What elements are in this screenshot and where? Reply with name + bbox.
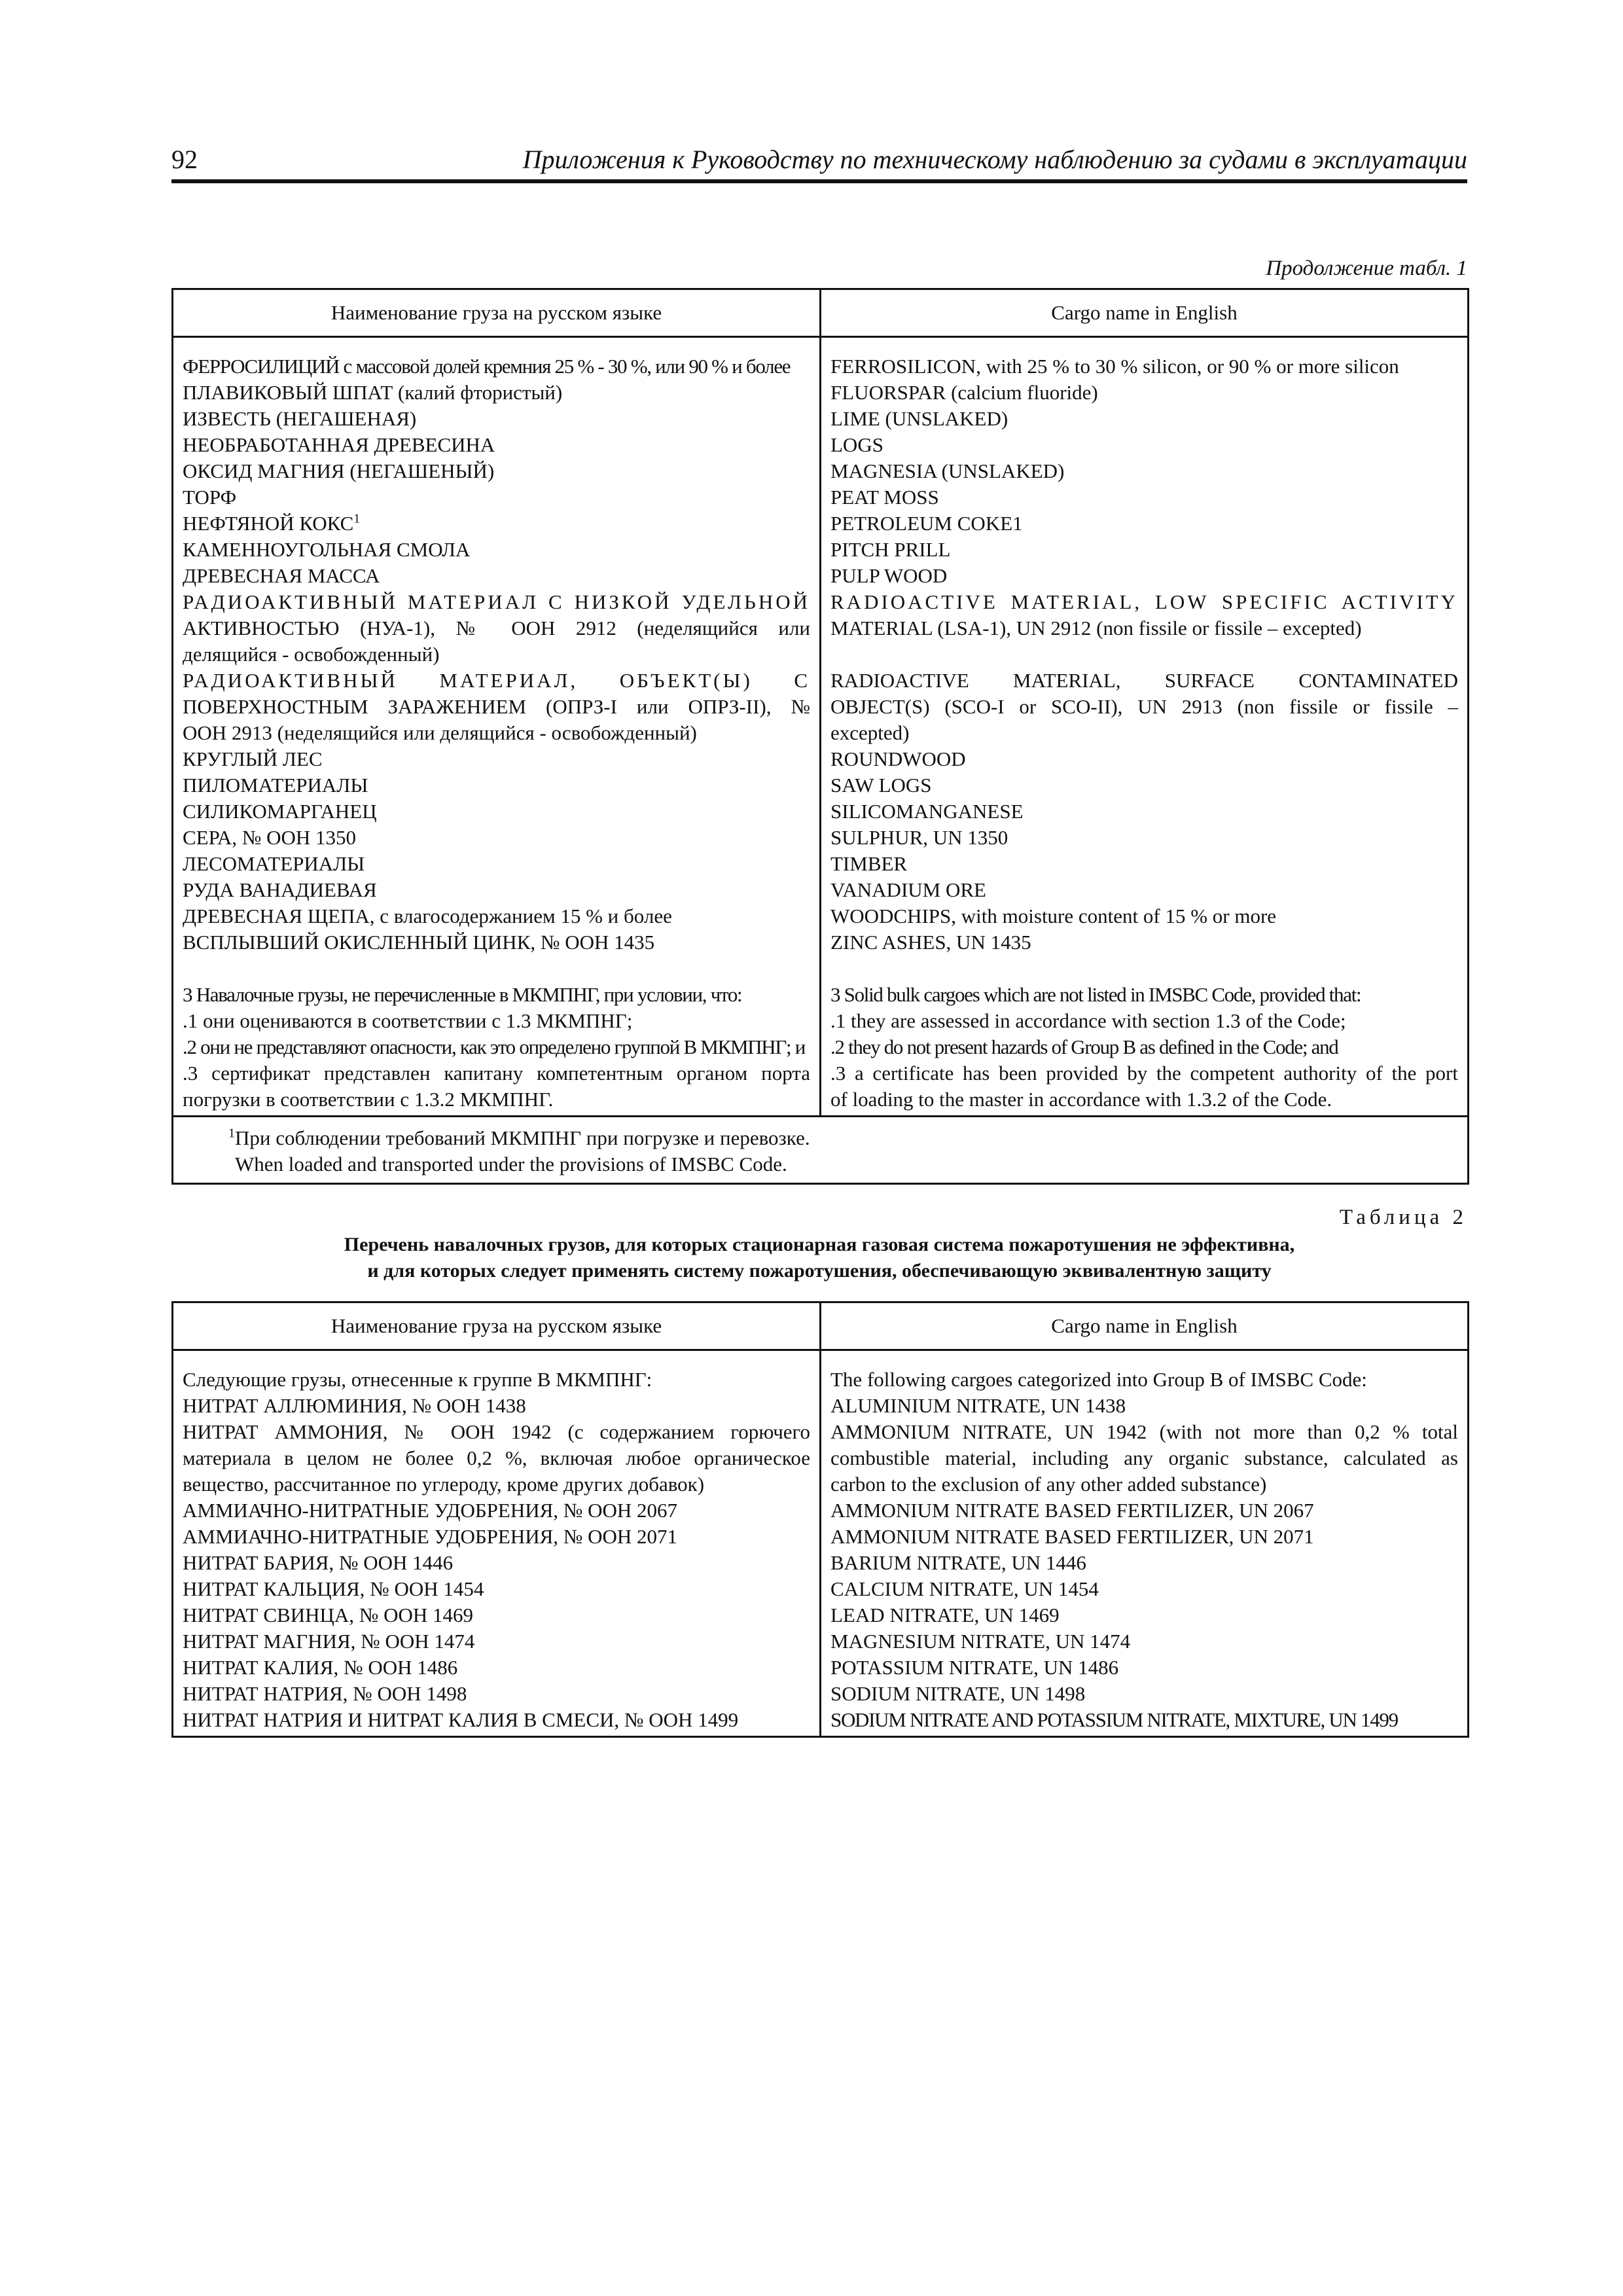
table-cell: ИЗВЕСТЬ (НЕГАШЕНАЯ) xyxy=(183,407,417,430)
table1-continuation-caption: Продолжение табл. 1 xyxy=(1266,257,1467,280)
table1-ru-column xyxy=(173,337,821,1117)
table1-header-row xyxy=(173,289,1469,337)
table-cell: ДРЕВЕСНАЯ ЩЕПА, с влагосодержанием 15 % и более xyxy=(183,905,672,927)
table-cell: excepted) xyxy=(830,721,910,744)
table-cell: LOGS xyxy=(830,433,883,456)
table-cell: АКТИВНОСТЬЮ (НУА-1), № ООН 2912 (неделящийся или xyxy=(183,617,810,639)
table-cell: PITCH PRILL xyxy=(830,538,951,561)
table2-title-line: и для которых следует применять систему пожаротушения, обеспечивающую эквивалентную защиту xyxy=(367,1260,1272,1282)
table-cell: ЛЕСОМАТЕРИАЛЫ xyxy=(183,852,365,875)
table-cell: ДРЕВЕСНАЯ МАССА xyxy=(183,564,380,587)
table-cell: АММИАЧНО-НИТРАТНЫЕ УДОБРЕНИЯ, № ООН 2071 xyxy=(183,1525,678,1548)
table-cell: РАДИОАКТИВНЫЙ МАТЕРИАЛ С НИЗКОЙ УДЕЛЬНОЙ xyxy=(183,590,810,613)
table-cell: TIMBER xyxy=(830,852,908,875)
table-cell: BARIUM NITRATE, UN 1446 xyxy=(830,1551,1086,1574)
page-number: 92 xyxy=(171,145,198,174)
table-cell: НИТРАТ НАТРИЯ И НИТРАТ КАЛИЯ В СМЕСИ, № ООН 1499 xyxy=(183,1708,739,1731)
table-cell: AMMONIUM NITRATE BASED FERTILIZER, UN 2071 xyxy=(830,1525,1314,1548)
footnote-en: When loaded and transported under the provisions of IMSBC Code. xyxy=(235,1153,787,1175)
table2-ru-column xyxy=(173,1350,821,1737)
cargo-name: НЕФТЯНОЙ КОКС xyxy=(183,512,354,535)
table-cell: ALUMINIUM NITRATE, UN 1438 xyxy=(830,1394,1126,1417)
table-cell: вещество, рассчитанное по углероду, кроме других добавок) xyxy=(183,1473,705,1496)
table2-title xyxy=(171,1232,1467,1284)
table-cell: FERROSILICON, with 25 % to 30 % silicon, or 90 % or more silicon xyxy=(830,355,1399,378)
table-cell: РАДИОАКТИВНЫЙ МАТЕРИАЛ, ОБЪЕКТ(Ы) С xyxy=(183,669,810,692)
table-cell: SODIUM NITRATE AND POTASSIUM NITRATE, MIXTURE, UN 1499 xyxy=(830,1708,1398,1731)
note-line: .1 они оцениваются в соответствии с 1.3 МКМПНГ; xyxy=(183,1009,633,1032)
table-cell: НИТРАТ МАГНИЯ, № ООН 1474 xyxy=(183,1630,475,1653)
table-cell: SULPHUR, UN 1350 xyxy=(830,826,1008,849)
table1-en-column xyxy=(821,337,1469,1117)
table-cell: MAGNESIUM NITRATE, UN 1474 xyxy=(830,1630,1131,1653)
table-cell: материала в целом не более 0,2 %, включая любое органическое xyxy=(183,1446,810,1469)
table-cell: ООН 2913 (неделящийся или делящийся - освобожденный) xyxy=(183,721,697,744)
table1-col-en-header: Cargo name in English xyxy=(821,289,1469,337)
footnote-ru-text: При соблюдении требований МКМПНГ при погрузке и перевозке. xyxy=(235,1126,810,1149)
table2 xyxy=(171,1301,1469,1738)
table-cell: carbon to the exclusion of any other added substance) xyxy=(830,1473,1267,1496)
footnote-ref: 1 xyxy=(353,511,361,526)
table-cell: The following cargoes categorized into Group B of IMSBC Code: xyxy=(830,1368,1367,1391)
table-cell: AMMONIUM NITRATE, UN 1942 (with not more than 0,2 % total xyxy=(830,1420,1458,1443)
table-cell: SODIUM NITRATE, UN 1498 xyxy=(830,1682,1086,1705)
footnote-mark: 1 xyxy=(228,1126,235,1141)
note-line: .1 they are assessed in accordance with section 1.3 of the Code; xyxy=(830,1009,1346,1032)
table-cell: ФЕРРОСИЛИЦИЙ с массовой долей кремния 25 % - 30 %, или 90 % и более xyxy=(183,355,791,378)
table-cell: НИТРАТ СВИНЦА, № ООН 1469 xyxy=(183,1604,473,1626)
table-cell: ВСПЛЫВШИЙ ОКИСЛЕННЫЙ ЦИНК, № ООН 1435 xyxy=(183,931,655,954)
table-cell: OBJECT(S) (SCO-I or SCO-II), UN 2913 (non fissile or fissile – xyxy=(830,695,1458,718)
table-cell: НЕОБРАБОТАННАЯ ДРЕВЕСИНА xyxy=(183,433,495,456)
note-line: .3 сертификат представлен капитану компетентным органом порта xyxy=(183,1062,810,1085)
table-cell: SAW LOGS xyxy=(830,774,932,797)
table-cell: PULP WOOD xyxy=(830,564,948,587)
table2-en-column xyxy=(821,1350,1469,1737)
table-cell: POTASSIUM NITRATE, UN 1486 xyxy=(830,1656,1119,1679)
table1-footnote xyxy=(173,1117,1469,1184)
table-cell: НИТРАТ АММОНИЯ, № ООН 1942 (с содержанием горючего xyxy=(183,1420,810,1443)
note-line: of loading to the master in accordance with 1.3.2 of the Code. xyxy=(830,1088,1332,1111)
table2-col-ru-header: Наименование груза на русском языке xyxy=(173,1302,821,1350)
table-cell: RADIOACTIVE MATERIAL, SURFACE CONTAMINATED xyxy=(830,669,1458,692)
running-title: Приложения к Руководству по техническому наблюдению за судами в эксплуатации xyxy=(522,145,1467,174)
note-line: 3 Навалочные грузы, не перечисленные в МКМПНГ, при условии, что: xyxy=(183,983,742,1006)
table-cell: MAGNESIA (UNSLAKED) xyxy=(830,459,1065,482)
table-cell: Следующие грузы, отнесенные к группе В МКМПНГ: xyxy=(183,1368,652,1391)
table-cell: RADIOACTIVE MATERIAL, LOW SPECIFIC ACTIVITY xyxy=(830,590,1458,613)
note-line: .2 они не представляют опасности, как это определено группой В МКМПНГ; и xyxy=(183,1035,806,1058)
table-cell: ROUNDWOOD xyxy=(830,747,966,770)
table-cell: CALCIUM NITRATE, UN 1454 xyxy=(830,1577,1099,1600)
table2-label: Таблица 2 xyxy=(1339,1206,1467,1229)
table-cell: SILICOMANGANESE xyxy=(830,800,1024,823)
table-cell: ПОВЕРХНОСТНЫМ ЗАРАЖЕНИЕМ (ОПРЗ-I или ОПРЗ-II), № xyxy=(183,695,810,718)
page-header xyxy=(171,143,1467,183)
table-cell: LEAD NITRATE, UN 1469 xyxy=(830,1604,1060,1626)
table-cell: MATERIAL (LSA-1), UN 2912 (non fissile or fissile – excepted) xyxy=(830,617,1362,639)
table-cell: AMMONIUM NITRATE BASED FERTILIZER, UN 2067 xyxy=(830,1499,1314,1522)
table-cell: НИТРАТ КАЛЬЦИЯ, № ООН 1454 xyxy=(183,1577,484,1600)
table2-body-row xyxy=(173,1350,1469,1737)
table-cell: LIME (UNSLAKED) xyxy=(830,407,1008,430)
table-cell: КРУГЛЫЙ ЛЕС xyxy=(183,747,323,770)
table-cell: ПЛАВИКОВЫЙ ШПАТ (калий фтористый) xyxy=(183,381,563,404)
table-cell: СЕРА, № ООН 1350 xyxy=(183,826,357,849)
table2-header-row xyxy=(173,1302,1469,1350)
table-cell: делящийся - освобожденный) xyxy=(183,643,440,666)
table-cell: КАМЕННОУГОЛЬНАЯ СМОЛА xyxy=(183,538,471,561)
table-cell: СИЛИКОМАРГАНЕЦ xyxy=(183,800,377,823)
table-cell: ОКСИД МАГНИЯ (НЕГАШЕНЫЙ) xyxy=(183,459,495,482)
note-line: погрузки в соответствии с 1.3.2 МКМПНГ. xyxy=(183,1088,554,1111)
footnote-ru xyxy=(228,1125,1467,1151)
table-cell: PEAT MOSS xyxy=(830,486,939,509)
table2-title-line: Перечень навалочных грузов, для которых стационарная газовая система пожаротушения не эффективна, xyxy=(344,1234,1295,1255)
table1-footnote-row xyxy=(173,1117,1469,1184)
table-cell: ZINC ASHES, UN 1435 xyxy=(830,931,1031,954)
table-cell: PETROLEUM COKE1 xyxy=(830,512,1023,535)
table1-body-row xyxy=(173,337,1469,1117)
table1 xyxy=(171,288,1469,1185)
table-cell: НИТРАТ КАЛИЯ, № ООН 1486 xyxy=(183,1656,458,1679)
table-cell: VANADIUM ORE xyxy=(830,878,986,901)
note-line: .3 a certificate has been provided by the competent authority of the port xyxy=(830,1062,1458,1085)
table1-col-ru-header: Наименование груза на русском языке xyxy=(173,289,821,337)
table-cell: FLUORSPAR (calcium fluoride) xyxy=(830,381,1098,404)
table-cell: РУДА ВАНАДИЕВАЯ xyxy=(183,878,377,901)
table-cell: combustible material, including any organic substance, calculated as xyxy=(830,1446,1458,1469)
note-line: .2 they do not present hazards of Group B as defined in the Code; and xyxy=(830,1035,1338,1058)
table-cell xyxy=(183,511,810,537)
table-cell: АММИАЧНО-НИТРАТНЫЕ УДОБРЕНИЯ, № ООН 2067 xyxy=(183,1499,678,1522)
table-cell: ТОРФ xyxy=(183,486,237,509)
note-line: 3 Solid bulk cargoes which are not listed in IMSBC Code, provided that: xyxy=(830,983,1361,1006)
table-cell: НИТРАТ БАРИЯ, № ООН 1446 xyxy=(183,1551,454,1574)
table-cell: НИТРАТ НАТРИЯ, № ООН 1498 xyxy=(183,1682,467,1705)
table2-col-en-header: Cargo name in English xyxy=(821,1302,1469,1350)
table-cell: НИТРАТ АЛЛЮМИНИЯ, № ООН 1438 xyxy=(183,1394,526,1417)
table-cell: ПИЛОМАТЕРИАЛЫ xyxy=(183,774,368,797)
table-cell: WOODCHIPS, with moisture content of 15 % or more xyxy=(830,905,1277,927)
